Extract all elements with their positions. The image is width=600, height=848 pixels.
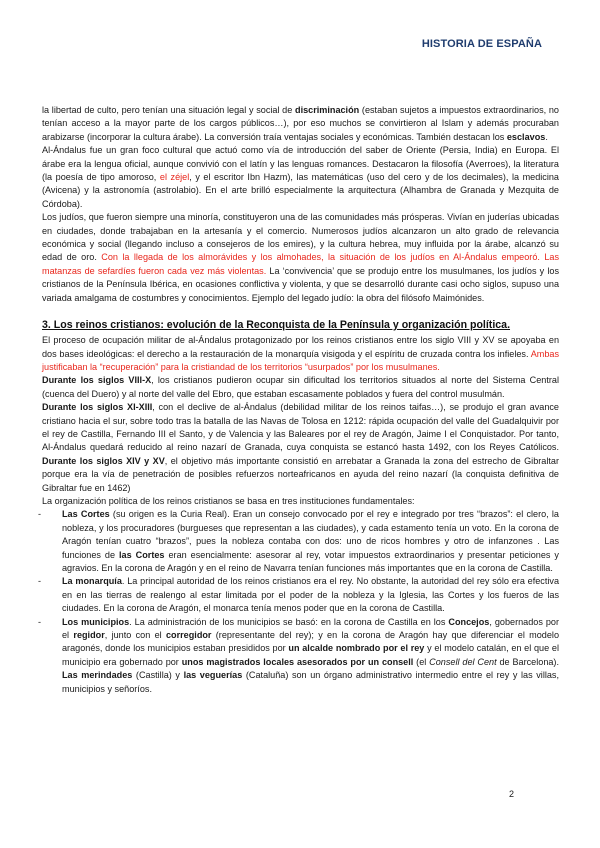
page-number: 2 [508,789,514,799]
list-item-cortes: - Las Cortes (su origen es la Curia Real). Eran un consejo convocado por el rey e integrado por tres “brazos”: el clero, la nobleza, y los procuradores (burgueses que representan a las ciudades), y cada estamento tenía un voto. En la corona de Aragón tenían cuatro “brazos”, pues la nobleza contaba con dos: uno de ricos hombres y otro de infanzones . Las funciones de las Cortes eran esencialmente: asesorar al rey, votar impuestos extraordinarios y presentar peticiones y agravios. En la corona de Aragón y en el reino de Navarra tenían funciones más importantes que en la corona de Castilla. [38,509,559,573]
paragraph-jews: Los judíos, que fueron siempre una minoría, constituyeron una de las comunidades más prósperas. Vivían en juderías ubicadas en ciudades, donde trabajaban en la artesanía y el comercio. Numerosos judíos alcanzaron un alto grado de relevancia económica y social (llegando incluso a consejeros de los emires), y la cultura hebrea, muy influida por la árabe, alcanzó su edad de oro. Con la llegada de los almorávides y los almohades, la situación de los judíos en Al-Ándalus empeoró. Las matanzas de sefardíes fueron cada vez más violentas. La ‘convivencia’ que se produjo entre los musulmanes, los judíos y los cristianos de la Península Ibérica, en ocasiones conflictiva y violenta, y que se desarrolló durante casi ocho siglos, supuso una variada amalgama de costumbres y conocimientos. Ejemplo del legado judío: la obra del filósofo Maimónides. [42,212,559,303]
document-header-title: HISTORIA DE ESPAÑA [421,38,542,50]
paragraph-organizacion-politica: La organización política de los reinos cristianos se basa en tres instituciones fundamentales: [42,495,415,506]
paragraph-siglos-viii-x: Durante los siglos VIII-X, los cristianos pudieron ocupar sin dificultad los territorios situados al norte del Sistema Central (cuenca del Duero) y al norte del valle del Ebro, que estaban escasamente poblados y fuera del control musulmán. [42,375,559,399]
bullet-dash: - [38,576,42,587]
list-item-monarquia: - La monarquía. La principal autoridad de los reinos cristianos era el rey. No obstante, la autoridad del rey sólo era efectiva en en las tierras de realengo al estar limitada por el poder de la nobleza y la Iglesia, las Cortes y los fueros de las ciudades. En la corona de Aragón, el monarca tenía menos poder que en la corona de Castilla. [38,576,560,614]
paragraph-reconquista-ideology: El proceso de ocupación militar de al-Ándalus protagonizado por los reinos cristianos entre los siglo VIII y XV se apoyaba en dos bases ideológicas: el derecho a la restauración de la monarquía visigoda y el espíritu de cruzada contra los infieles. Ambas justificaban la “recuperación” para la cristiandad de los territorios “usurpados” por los musulmanes. [42,335,559,372]
list-item-municipios: - Los municipios. La administración de los municipios se basó: en la corona de Castilla en los Concejos, gobernados por el regidor, junto con el corregidor (representante del rey); y en la corona de Aragón hay que diferenciar el modelo aragonés, donde los municipios estaban presididos por un alcalde nombrado por el rey y el modelo catalán, en el que el municipio era gobernado por unos magistrados locales asesorados por un consell (el Consell del Cent de Barcelona). Las merindades (Castilla) y las veguerías (Cataluña) son un órgano administrativo intermedio entre el rey y las villas, municipios y señoríos. [38,616,560,694]
paragraph-discrimination: la libertad de culto, pero tenían una situación legal y social de discriminación (estaban sujetos a impuestos extraordinarios, no tenían acceso a la mayor parte de los cargos públicos…), por eso muchos se convirtieron al Islam y además procuraban arabizarse (incorporar la cultura árabe). La conversión traía ventajas sociales y económicas. También destacan los esclavos. [42,105,559,142]
paragraph-culture: Al-Ándalus fue un gran foco cultural que actuó como vía de introducción del saber de Oriente (Persia, India) en Europa. El árabe era la lengua oficial, aunque convivió con el latín y las lenguas romances. Destacaron la filosofía (Averroes), la literatura (la poesía de tipo amoroso, el zéjel, y el escritor Ibn Hazm), las matemáticas (uso del cero y de los decimales), la medicina (Avicena) y la astronomía (astrolabio). En el arte brilló especialmente la arquitectura (Alhambra de Granada y Mezquita de Córdoba). [42,145,559,209]
bullet-dash: - [38,616,42,627]
section-heading-reinos-cristianos: 3. Los reinos cristianos: evolución de la Reconquista de la Península y organización política. [42,319,511,332]
document-body [38,104,560,696]
bullet-dash: - [38,509,42,520]
institutions-list [38,508,560,696]
paragraph-siglos-xi-xiii: Durante los siglos XI-XIII, con el declive de al-Ándalus (debilidad militar de los reinos taifas…), se produjo el gran avance cristiano hacia el sur, sobre todo tras la batalla de las Navas de Tolosa en 1212: rápida ocupación del valle del Guadalquivir por el rey de Castilla, Fernando III el Santo, y de Valencia y las Baleares por el rey de Aragón, Jaime I el Conquistador. Por tanto, Al-Ándalus quedará reducido al reino nazarí de Granada, cuya conquista se estancó hasta 1492, con los Reyes Católicos. Durante los siglos XIV y XV, el objetivo más importante consistió en arrebatar a Granada la zona del estrecho de Gibraltar porque era la vía de penetración de posibles refuerzos norteafricanos en ayuda del reino nazarí (la conquista definitiva de Gibraltar fue en 1462) [42,402,559,493]
